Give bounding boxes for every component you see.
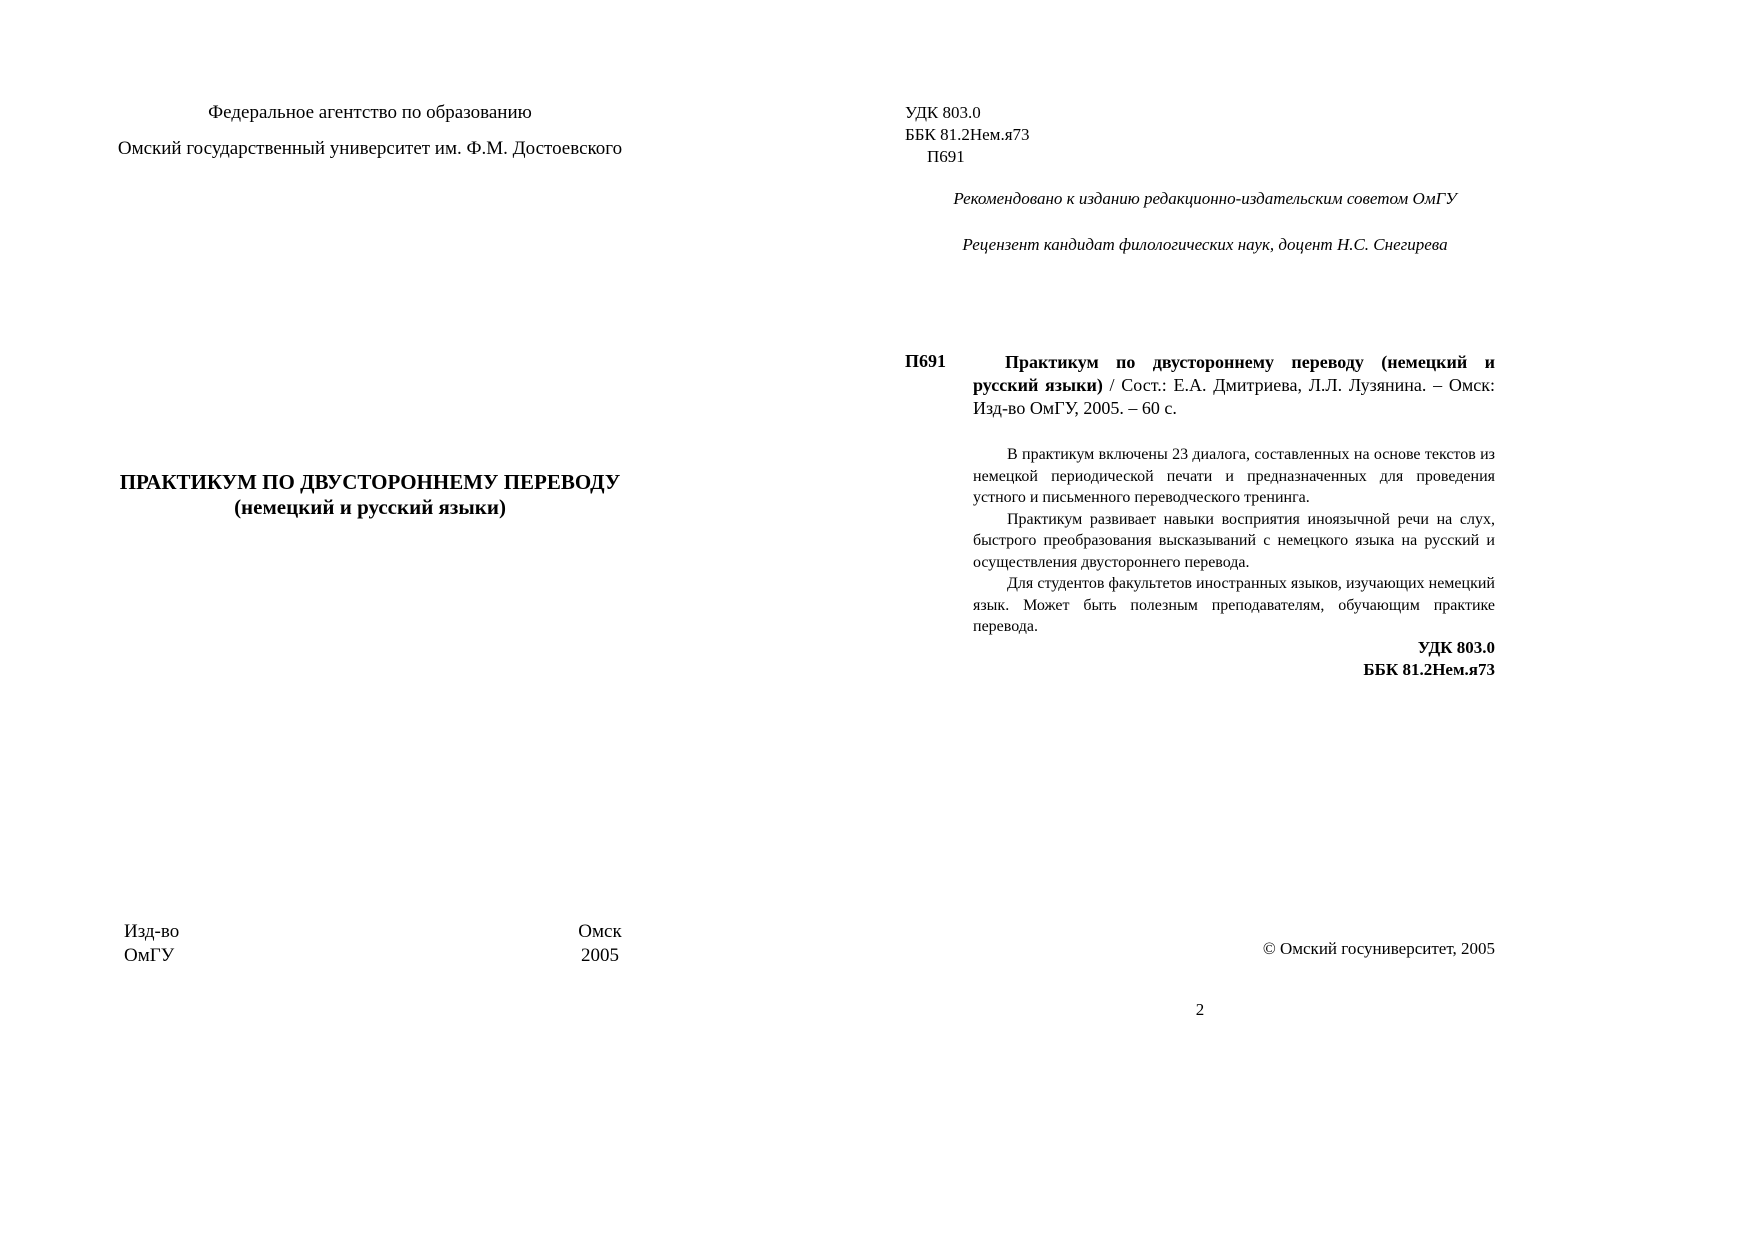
bbk-code-bottom: ББК 81.2Нем.я73 (1363, 660, 1495, 679)
classification-codes (905, 102, 1030, 168)
bottom-codes (973, 637, 1495, 681)
udk-code: УДК 803.0 (905, 103, 981, 122)
city: Омск (578, 921, 622, 942)
udk-code-bottom: УДК 803.0 (1417, 638, 1495, 657)
bbk-code: ББК 81.2Нем.я73 (905, 125, 1030, 144)
university-name: Омский государственный университет им. Ф.М. Достоевского (117, 138, 623, 159)
abstract-paragraph: Практикум развивает навыки восприятия иноязычной речи на слух, быстрого преобразования высказываний с немецкого языка на русский и осуществления двустороннего перевода. (973, 510, 1495, 571)
publisher (124, 920, 179, 968)
abstract (973, 444, 1495, 638)
author-mark: П691 (927, 147, 965, 166)
city-year (560, 920, 640, 968)
book-subtitle: (немецкий и русский языки) (234, 495, 506, 519)
entry-details: / Сост.: Е.А. Дмитриева, Л.Л. Лузянина. – Омск: Изд-во ОмГУ, 2005. – 60 с. (973, 375, 1495, 418)
reviewer-note: Рецензент кандидат филологических наук, доцент Н.С. Снегирева (962, 235, 1448, 254)
copyright: © Омский госуниверситет, 2005 (1262, 939, 1495, 958)
entry-title: Практикум по двустороннему переводу (немецкий и русский языки) (973, 352, 1495, 395)
bibliographic-entry (973, 351, 1495, 420)
recommended-note: Рекомендовано к изданию редакционно-издательским советом ОмГУ (953, 189, 1457, 208)
book-title: ПРАКТИКУМ ПО ДВУСТОРОННЕМУ ПЕРЕВОДУ (119, 470, 621, 494)
abstract-paragraph: В практикум включены 23 диалога, составленных на основе текстов из немецкой периодической печати и предназначенных для проведения устного и письменного переводческого тренинга. (973, 446, 1495, 506)
entry-code: П691 (905, 351, 947, 371)
agency-name: Федеральное агентство по образованию (208, 102, 532, 123)
publisher-line2: ОмГУ (124, 945, 175, 966)
abstract-paragraph: Для студентов факультетов иностранных языков, изучающих немецкий язык. Может быть полезным преподавателям, обучающим практике перевода. (973, 575, 1495, 635)
page-number: 2 (1195, 1000, 1205, 1019)
year: 2005 (581, 945, 619, 966)
publisher-line1: Изд-во (124, 921, 180, 942)
